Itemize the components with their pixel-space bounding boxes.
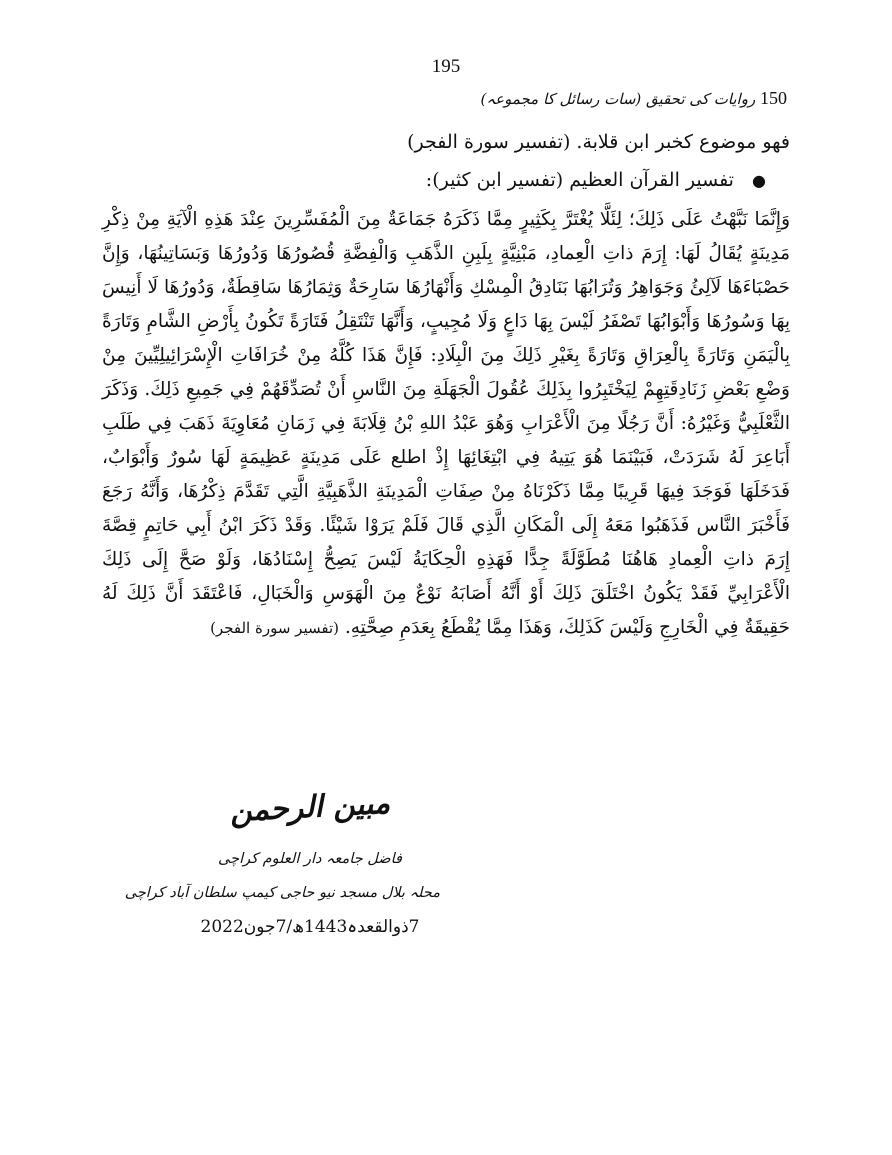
bullet-heading-text: تفسير القرآن العظيم (تفسير ابن كثير): [425, 169, 734, 191]
bullet-heading [102, 162, 790, 199]
main-content [102, 124, 790, 645]
arabic-quote-text: وَإِنَّمَا نَبَّهْتُ عَلَى ذَلِكَ؛ لِئَلَّا يُغْتَرَّ بِكَثِيرٍ مِمَّا ذَكَرَهُ جَمَاعَةٌ مِنَ الْمُفَسِّرِينَ عِنْدَ هَذِهِ الْآيَةِ مِنْ ذِكْرِ مَدِينَةٍ يُقَالُ لَهَا: إِرَمَ ذاتِ الْعِمادِ، مَبْنِيَّةٍ بِلَبِنِ الذَّهَبِ وَالْفِضَّةِ قُصُورُهَا وَدُورُهَا وَبَسَاتِينُهَا، وَإِنَّ حَصْبَاءَهَا لَآلِئُ وَجَوَاهِرُ وَتُرَابُهَا بَنَادِقُ الْمِسْكِ وَأَنْهَارُهَا سَارِحَةٌ وَثِمَارُهَا سَاقِطَةٌ، وَدُورُهَا لَا أَنِيسَ بِهَا وَسُورُهَا وَأَبْوَابُهَا تَصْفَرُ لَيْسَ بِهَا دَاعٍ وَلَا مُجِيبٍ، وَأَنَّهَا تَنْتَقِلُ فَتَارَةً تَكُونُ بِأَرْضِ الشَّامِ وَتَارَةً بِالْيَمَنِ وَتَارَةً بِالْعِرَاقِ وَتَارَةً بِغَيْرِ ذَلِكَ مِنَ الْبِلَادِ: فَإِنَّ هَذَا كُلَّهُ مِنْ خُرَافَاتِ الْإِسْرَائِيلِيِّينَ مِنْ وَضْعِ بَعْضِ زَنَادِقَتِهِمْ لِيَخْتَبِرُوا بِذَلِكَ عُقُولَ الْجَهَلَةِ مِنَ النَّاسِ أَنْ تُصَدِّقَهُمْ فِي جَمِيعِ ذَلِكَ. وَذَكَرَ الثَّعْلَبِيُّ وَغَيْرُهُ: أَنَّ رَجُلًا مِنَ الْأَعْرَابِ وَهُوَ عَبْدُ اللهِ بْنُ قِلَابَةَ فِي زَمَانِ مُعَاوِيَةَ ذَهَبَ فِي طَلَبِ أَبَاعِرَ لَهُ شَرَدَتْ، فَبَيْنَمَا هُوَ يَتِيهُ فِي ابْتِغَائِهَا إِذْ اطلع عَلَى مَدِينَةٍ عَظِيمَةٍ لَهَا سُورٌ وَأَبْوَابٌ، فَدَخَلَهَا فَوَجَدَ فِيهَا قَرِيبًا مِمَّا ذَكَرْنَاهُ مِنْ صِفَاتِ الْمَدِينَةِ الذَّهَبِيَّةِ الَّتِي تَقَدَّمَ ذِكْرُهَا، وَأَنَّهُ رَجَعَ فَأَخْبَرَ النَّاس فَذَهَبُوا مَعَهُ إِلَى الْمَكَانِ الَّذِي قَالَ فَلَمْ يَرَوْا شَيْئًا. وَقَدْ ذَكَرَ ابْنُ أَبِي حَاتِمٍ قِصَّةَ إِرَمَ ذاتِ الْعِمادِ هَاهُنَا مُطَوَّلَةً جِدًّا فَهَذِهِ الْحِكَايَةُ لَيْسَ يَصِحُّ إِسْنَادُهَا، وَلَوْ صَحَّ إِلَى ذَلِكَ الْأَعْرَابِيِّ فَقَدْ يَكُونُ اخْتَلَقَ ذَلِكَ أَوْ أَنَّهُ أَصَابَهُ نَوْعٌ مِنَ الْهَوَسِ وَالْخَبَالِ، فَاعْتَقَدَ أَنَّ ذَلِكَ لَهُ حَقِيقَةٌ فِي الْخَارِجِ وَلَيْسَ كَذَلِكَ، وَهَذَا مِمَّا يُقْطَعُ بِعَدَمِ صِحَّتِهِ. [102, 209, 790, 638]
running-header-title: روایات کی تحقیق (سات رسائل کا مجموعہ) [480, 90, 756, 108]
author-title: فاضل جامعہ دار العلوم کراچی [218, 851, 402, 867]
arabic-quote-paragraph [102, 203, 790, 645]
running-header [480, 88, 787, 109]
author-signature: مبین الرحمن [229, 785, 391, 830]
intro-line: فهو موضوع كخبر ابن قلابة. (تفسير سورة الفجر) [407, 131, 790, 153]
running-header-count: 150 [760, 88, 787, 108]
bullet-icon: ● [752, 171, 766, 190]
page-number: 195 [431, 56, 461, 77]
author-address: محلہ بلال مسجد نیو حاجی کیمپ سلطان آباد کراچی [124, 885, 440, 901]
signature-block [124, 784, 440, 944]
quote-citation: (تفسير سورة الفجر) [210, 619, 339, 637]
signature-date: 7ذوالقعدہ1443ھ/7جون2022 [200, 917, 420, 937]
